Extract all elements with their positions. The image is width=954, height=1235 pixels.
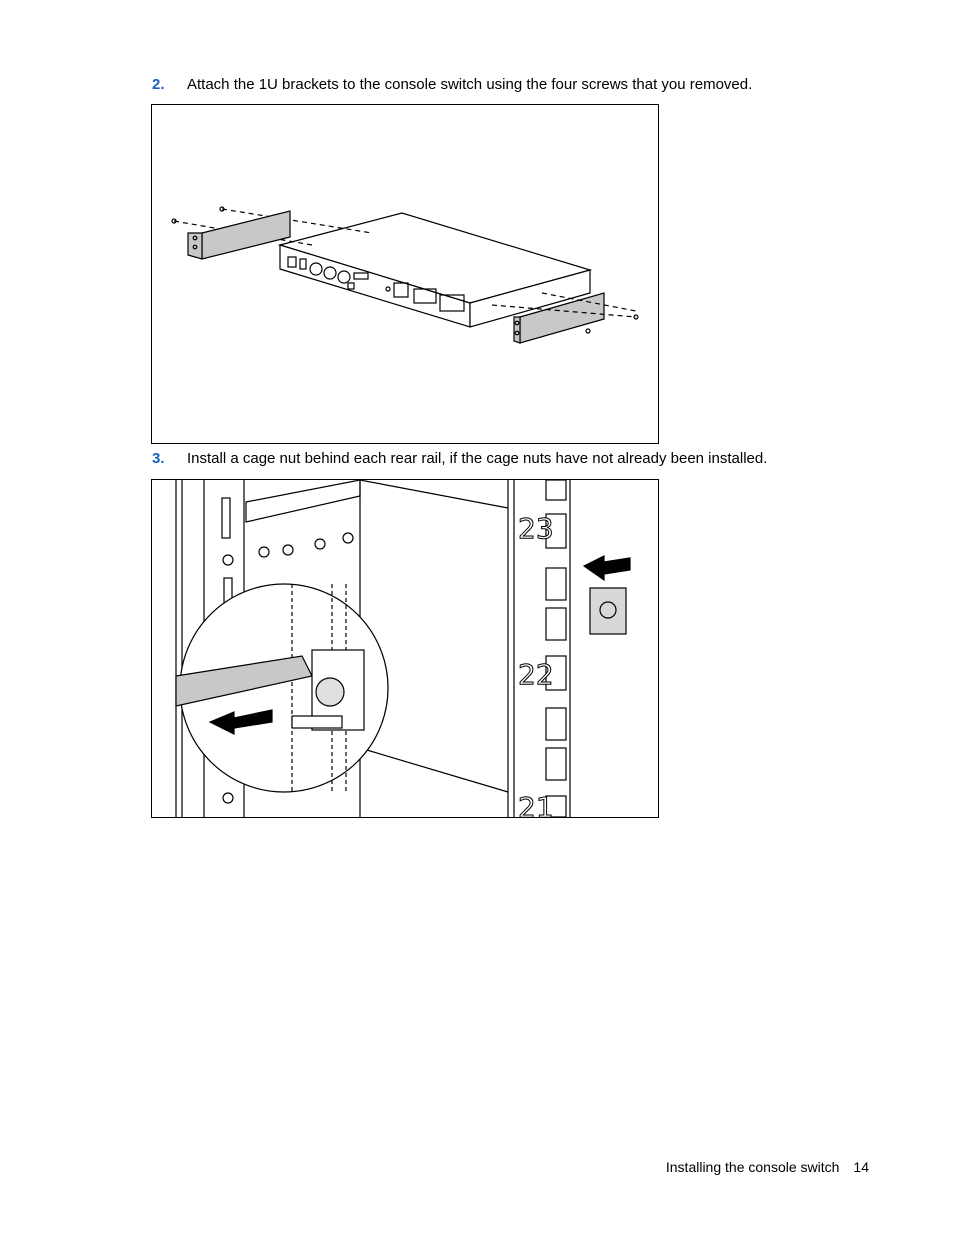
bracket-illustration — [152, 105, 658, 443]
footer-section: Installing the console switch — [665, 1159, 840, 1175]
figure-cage-nut — [151, 479, 659, 818]
cage-nut-illustration — [152, 480, 658, 817]
figure-attach-brackets — [151, 104, 659, 444]
page-footer — [666, 1158, 869, 1176]
step-number: 2. — [152, 76, 165, 93]
step-text: Install a cage nut behind each rear rail, if the cage nuts have not already been installed. — [187, 450, 768, 467]
step-text: Attach the 1U brackets to the console switch using the four screws that you removed. — [187, 76, 753, 93]
step-number: 3. — [152, 450, 165, 467]
rack-unit-label: 21 — [518, 791, 554, 817]
rack-unit-label: 22 — [518, 658, 554, 691]
page-number: 14 — [853, 1159, 869, 1175]
step-3 — [152, 450, 767, 468]
rack-unit-label: 23 — [518, 512, 554, 545]
step-2 — [152, 76, 752, 94]
